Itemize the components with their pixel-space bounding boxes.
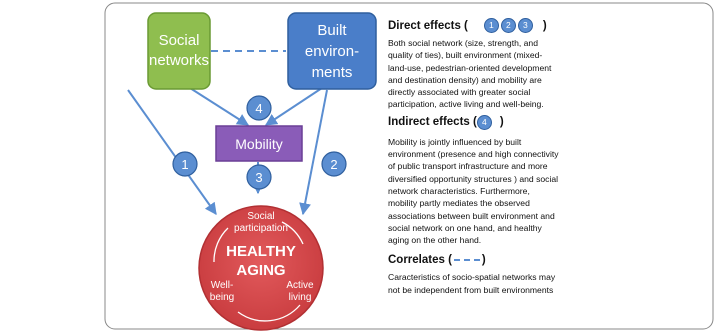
direct-marker-1: 1 [484,18,499,33]
indirect-effects-heading [388,115,714,130]
svg-text:2: 2 [330,157,338,172]
correlates-title: Correlates ( [388,254,452,267]
arrow-built-to-aging [303,90,327,214]
marker-2 [322,152,346,176]
healthy-aging-title-1: HEALTHY [226,243,296,260]
built-environments-node [288,13,376,89]
direct-marker-3: 3 [518,18,533,33]
direct-marker-2: 2 [501,18,516,33]
social-participation-line-1: Social [247,211,275,222]
direct-effects-text: Both social network (size, strength, and quality of ties), built environment (mixed-land-use, pedestrian-oriented development and destination density) and mobility are directly associated with greater social participation, active living and well-being. [388,38,552,110]
correlates-dashed-line [454,259,480,261]
built-env-line-1: Built [317,22,347,39]
correlates-close: ) [481,254,486,267]
well-being-line-1: Well- [210,280,234,291]
well-being-line-2: being [209,292,235,303]
indirect-effects-text: Mobility is jointly influenced by built environment (presence and high connectivity of public transport infrastructure and more diversified opportunity structures ) and social network characteristics. Furthermore, mobility partly mediates the observed associations between built environment and social network on one hand, and healthy aging on the other hand. [388,136,559,246]
arrow-built-to-mobility [266,88,322,125]
arrow-social-to-mobility [190,88,248,125]
built-env-line-3: ments [311,64,353,81]
social-networks-line-1: Social [158,32,200,49]
indirect-marker-4: 4 [477,115,492,130]
marker-3 [247,165,271,189]
svg-text:3: 3 [255,170,263,185]
correlates-text: Caracteristics of socio-spatial networks may not be independent from built environments [388,272,556,295]
healthy-aging-title-2: AGING [236,262,286,279]
active-living-line-1: Active [286,280,314,291]
correlates-heading [388,254,714,266]
marker-1 [173,152,197,176]
indirect-effects-close: ) [499,116,504,129]
legend-panel [388,18,714,296]
direct-effects-title: Direct effects ( [388,19,468,32]
mobility-node [216,126,302,161]
social-networks-node [148,13,210,89]
arrow-social-to-aging [128,90,216,214]
indirect-effects-title: Indirect effects ( [388,116,477,129]
svg-text:4: 4 [255,101,263,116]
marker-4 [247,96,271,120]
direct-effects-heading [388,18,714,33]
social-participation-line-2: participation [234,223,288,234]
svg-text:1: 1 [181,157,189,172]
healthy-aging-node [199,206,323,330]
mobility-label: Mobility [235,136,283,152]
direct-effects-close: ) [542,19,547,32]
active-living-line-2: living [288,292,312,303]
built-env-line-2: environ- [304,43,360,60]
social-networks-line-2: networks [148,52,210,69]
